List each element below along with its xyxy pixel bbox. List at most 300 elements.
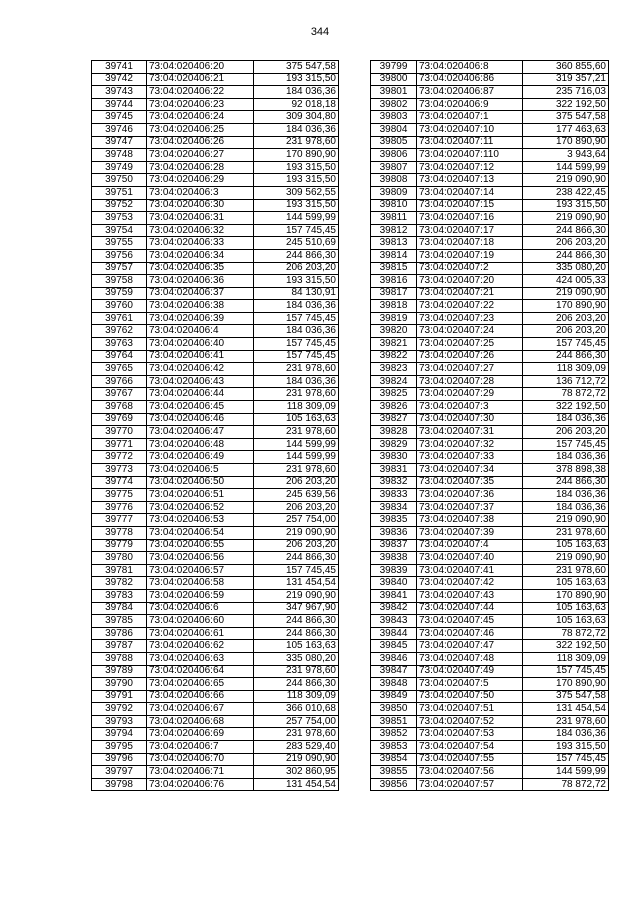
cadastral-number-cell: 73:04:020406:21 (147, 73, 254, 86)
cadastral-number-cell: 73:04:020407:17 (417, 224, 523, 237)
cadastral-number-cell: 73:04:020407:50 (417, 690, 523, 703)
cadastral-number-cell: 73:04:020406:76 (147, 778, 254, 791)
cadastral-number-cell: 73:04:020406:27 (147, 149, 254, 162)
table-row (92, 249, 339, 262)
cadastral-number-cell: 73:04:020407:12 (417, 161, 523, 174)
value-cell: 335 080,20 (523, 262, 609, 275)
value-cell: 245 639,56 (254, 489, 339, 502)
table-row (92, 501, 339, 514)
table-row (92, 640, 339, 653)
table-row (371, 161, 609, 174)
cadastral-number-cell: 73:04:020406:8 (417, 61, 523, 74)
cadastral-number-cell: 73:04:020406:70 (147, 753, 254, 766)
row-number-cell: 39838 (371, 552, 417, 565)
table-row (371, 703, 609, 716)
value-cell: 157 745,45 (254, 312, 339, 325)
value-cell: 157 745,45 (523, 338, 609, 351)
row-number-cell: 39791 (92, 690, 147, 703)
table-row (371, 451, 609, 464)
cadastral-number-cell: 73:04:020407:56 (417, 766, 523, 779)
table-row (92, 539, 339, 552)
table-row (92, 338, 339, 351)
cadastral-number-cell: 73:04:020407:49 (417, 665, 523, 678)
value-cell: 105 163,63 (523, 539, 609, 552)
value-cell: 375 547,58 (523, 690, 609, 703)
cadastral-number-cell: 73:04:020406:29 (147, 174, 254, 187)
value-cell: 366 010,68 (254, 703, 339, 716)
row-number-cell: 39828 (371, 426, 417, 439)
row-number-cell: 39800 (371, 73, 417, 86)
row-number-cell: 39764 (92, 350, 147, 363)
value-cell: 206 203,20 (254, 476, 339, 489)
table-row (92, 665, 339, 678)
cadastral-number-cell: 73:04:020406:57 (147, 564, 254, 577)
value-cell: 105 163,63 (523, 602, 609, 615)
row-number-cell: 39820 (371, 325, 417, 338)
row-number-cell: 39806 (371, 149, 417, 162)
table-row (371, 275, 609, 288)
value-cell: 231 978,60 (254, 426, 339, 439)
cadastral-number-cell: 73:04:020406:6 (147, 602, 254, 615)
value-cell: 184 036,36 (523, 413, 609, 426)
row-number-cell: 39834 (371, 501, 417, 514)
cadastral-number-cell: 73:04:020406:37 (147, 287, 254, 300)
row-number-cell: 39822 (371, 350, 417, 363)
table-row (92, 325, 339, 338)
cadastral-number-cell: 73:04:020407:1 (417, 111, 523, 124)
cadastral-number-cell: 73:04:020407:11 (417, 136, 523, 149)
cadastral-number-cell: 73:04:020407:24 (417, 325, 523, 338)
value-cell: 219 090,90 (523, 552, 609, 565)
row-number-cell: 39831 (371, 464, 417, 477)
value-cell: 84 130,91 (254, 287, 339, 300)
row-number-cell: 39767 (92, 388, 147, 401)
table-row (92, 363, 339, 376)
value-cell: 170 890,90 (254, 149, 339, 162)
table-row (92, 438, 339, 451)
table-row (92, 111, 339, 124)
value-cell: 144 599,99 (254, 438, 339, 451)
table-row (371, 312, 609, 325)
row-number-cell: 39850 (371, 703, 417, 716)
cadastral-number-cell: 73:04:020407:53 (417, 728, 523, 741)
value-cell: 257 754,00 (254, 514, 339, 527)
table-row (371, 186, 609, 199)
value-cell: 193 315,50 (254, 161, 339, 174)
table-row (371, 86, 609, 99)
table-row (92, 312, 339, 325)
cadastral-number-cell: 73:04:020406:33 (147, 237, 254, 250)
value-cell: 244 866,30 (523, 224, 609, 237)
table-row (371, 615, 609, 628)
value-cell: 206 203,20 (254, 501, 339, 514)
row-number-cell: 39751 (92, 186, 147, 199)
table-row (92, 123, 339, 136)
row-number-cell: 39796 (92, 753, 147, 766)
row-number-cell: 39784 (92, 602, 147, 615)
cadastral-number-cell: 73:04:020407:44 (417, 602, 523, 615)
table-row (92, 652, 339, 665)
row-number-cell: 39808 (371, 174, 417, 187)
row-number-cell: 39849 (371, 690, 417, 703)
cadastral-number-cell: 73:04:020407:19 (417, 249, 523, 262)
row-number-cell: 39814 (371, 249, 417, 262)
table-row (371, 123, 609, 136)
cadastral-number-cell: 73:04:020406:9 (417, 98, 523, 111)
row-number-cell: 39824 (371, 375, 417, 388)
value-cell: 219 090,90 (254, 589, 339, 602)
table-row (92, 426, 339, 439)
value-cell: 131 454,54 (254, 577, 339, 590)
cadastral-number-cell: 73:04:020407:14 (417, 186, 523, 199)
row-number-cell: 39746 (92, 123, 147, 136)
row-number-cell: 39844 (371, 627, 417, 640)
value-cell: 170 890,90 (523, 678, 609, 691)
cadastral-number-cell: 73:04:020406:52 (147, 501, 254, 514)
value-cell: 184 036,36 (254, 300, 339, 313)
row-number-cell: 39771 (92, 438, 147, 451)
table-row (92, 199, 339, 212)
table-row (92, 98, 339, 111)
table-row (92, 275, 339, 288)
table-row (371, 237, 609, 250)
row-number-cell: 39785 (92, 615, 147, 628)
value-cell: 193 315,50 (523, 199, 609, 212)
row-number-cell: 39836 (371, 526, 417, 539)
row-number-cell: 39770 (92, 426, 147, 439)
row-number-cell: 39856 (371, 778, 417, 791)
row-number-cell: 39775 (92, 489, 147, 502)
value-cell: 375 547,58 (523, 111, 609, 124)
cadastral-number-cell: 73:04:020407:35 (417, 476, 523, 489)
value-cell: 206 203,20 (254, 539, 339, 552)
cadastral-number-cell: 73:04:020406:56 (147, 552, 254, 565)
cadastral-number-cell: 73:04:020407:21 (417, 287, 523, 300)
cadastral-number-cell: 73:04:020406:5 (147, 464, 254, 477)
value-cell: 347 967,90 (254, 602, 339, 615)
table-row (371, 766, 609, 779)
value-cell: 219 090,90 (523, 514, 609, 527)
table-row (371, 665, 609, 678)
table-row (371, 199, 609, 212)
cadastral-number-cell: 73:04:020406:65 (147, 678, 254, 691)
row-number-cell: 39762 (92, 325, 147, 338)
cadastral-number-cell: 73:04:020407:32 (417, 438, 523, 451)
value-cell: 231 978,60 (254, 665, 339, 678)
row-number-cell: 39851 (371, 715, 417, 728)
row-number-cell: 39754 (92, 224, 147, 237)
cadastral-number-cell: 73:04:020406:36 (147, 275, 254, 288)
cadastral-number-cell: 73:04:020406:38 (147, 300, 254, 313)
row-number-cell: 39821 (371, 338, 417, 351)
row-number-cell: 39830 (371, 451, 417, 464)
row-number-cell: 39776 (92, 501, 147, 514)
table-row (92, 728, 339, 741)
value-cell: 231 978,60 (254, 388, 339, 401)
value-cell: 322 192,50 (523, 640, 609, 653)
value-cell: 118 309,09 (254, 401, 339, 414)
value-cell: 157 745,45 (254, 350, 339, 363)
row-number-cell: 39810 (371, 199, 417, 212)
cadastral-number-cell: 73:04:020406:40 (147, 338, 254, 351)
value-cell: 78 872,72 (523, 388, 609, 401)
table-row (371, 564, 609, 577)
value-cell: 206 203,20 (523, 312, 609, 325)
table-row (371, 375, 609, 388)
cadastral-number-cell: 73:04:020406:58 (147, 577, 254, 590)
value-cell: 184 036,36 (254, 375, 339, 388)
row-number-cell: 39768 (92, 401, 147, 414)
table-row (92, 136, 339, 149)
value-cell: 105 163,63 (254, 413, 339, 426)
cadastral-number-cell: 73:04:020407:33 (417, 451, 523, 464)
row-number-cell: 39837 (371, 539, 417, 552)
cadastral-number-cell: 73:04:020406:51 (147, 489, 254, 502)
cadastral-number-cell: 73:04:020407:52 (417, 715, 523, 728)
cadastral-number-cell: 73:04:020407:40 (417, 552, 523, 565)
cadastral-number-cell: 73:04:020407:45 (417, 615, 523, 628)
row-number-cell: 39792 (92, 703, 147, 716)
value-cell: 78 872,72 (523, 627, 609, 640)
table-row (371, 514, 609, 527)
cadastral-number-cell: 73:04:020407:18 (417, 237, 523, 250)
table-row (371, 526, 609, 539)
row-number-cell: 39749 (92, 161, 147, 174)
table-row (92, 401, 339, 414)
row-number-cell: 39763 (92, 338, 147, 351)
row-number-cell: 39750 (92, 174, 147, 187)
value-cell: 244 866,30 (254, 552, 339, 565)
cadastral-number-cell: 73:04:020407:57 (417, 778, 523, 791)
value-cell: 144 599,99 (254, 212, 339, 225)
row-number-cell: 39755 (92, 237, 147, 250)
table-row (92, 715, 339, 728)
cadastral-number-cell: 73:04:020406:64 (147, 665, 254, 678)
cadastral-number-cell: 73:04:020407:54 (417, 741, 523, 754)
cadastral-number-cell: 73:04:020406:35 (147, 262, 254, 275)
table-row (92, 526, 339, 539)
row-number-cell: 39778 (92, 526, 147, 539)
cadastral-number-cell: 73:04:020407:26 (417, 350, 523, 363)
value-cell: 219 090,90 (523, 212, 609, 225)
row-number-cell: 39842 (371, 602, 417, 615)
cadastral-number-cell: 73:04:020406:28 (147, 161, 254, 174)
row-number-cell: 39766 (92, 375, 147, 388)
cadastral-number-cell: 73:04:020407:13 (417, 174, 523, 187)
table-row (92, 174, 339, 187)
cadastral-number-cell: 73:04:020406:7 (147, 741, 254, 754)
table-row (92, 186, 339, 199)
value-cell: 309 304,80 (254, 111, 339, 124)
row-number-cell: 39794 (92, 728, 147, 741)
value-cell: 193 315,50 (254, 73, 339, 86)
table-row (92, 766, 339, 779)
value-cell: 157 745,45 (254, 338, 339, 351)
value-cell: 157 745,45 (523, 753, 609, 766)
row-number-cell: 39839 (371, 564, 417, 577)
table-row (92, 476, 339, 489)
table-row (92, 287, 339, 300)
value-cell: 424 005,33 (523, 275, 609, 288)
table-row (371, 715, 609, 728)
table-row (371, 602, 609, 615)
register-table-left (91, 60, 339, 791)
cadastral-number-cell: 73:04:020407:43 (417, 589, 523, 602)
table-row (371, 577, 609, 590)
row-number-cell: 39786 (92, 627, 147, 640)
value-cell: 231 978,60 (254, 136, 339, 149)
table-row (92, 514, 339, 527)
row-number-cell: 39853 (371, 741, 417, 754)
table-row (92, 413, 339, 426)
row-number-cell: 39852 (371, 728, 417, 741)
cadastral-number-cell: 73:04:020407:110 (417, 149, 523, 162)
table-row (371, 501, 609, 514)
row-number-cell: 39807 (371, 161, 417, 174)
value-cell: 257 754,00 (254, 715, 339, 728)
cadastral-number-cell: 73:04:020407:29 (417, 388, 523, 401)
cadastral-number-cell: 73:04:020407:51 (417, 703, 523, 716)
table-row (92, 627, 339, 640)
table-row (92, 602, 339, 615)
value-cell: 105 163,63 (254, 640, 339, 653)
cadastral-number-cell: 73:04:020406:54 (147, 526, 254, 539)
cadastral-number-cell: 73:04:020406:59 (147, 589, 254, 602)
row-number-cell: 39790 (92, 678, 147, 691)
table-row (92, 212, 339, 225)
cadastral-number-cell: 73:04:020407:22 (417, 300, 523, 313)
value-cell: 309 562,55 (254, 186, 339, 199)
table-row (371, 728, 609, 741)
table-row (92, 237, 339, 250)
value-cell: 131 454,54 (254, 778, 339, 791)
row-number-cell: 39780 (92, 552, 147, 565)
cadastral-number-cell: 73:04:020406:66 (147, 690, 254, 703)
row-number-cell: 39774 (92, 476, 147, 489)
cadastral-number-cell: 73:04:020406:60 (147, 615, 254, 628)
row-number-cell: 39823 (371, 363, 417, 376)
cadastral-number-cell: 73:04:020406:45 (147, 401, 254, 414)
cadastral-number-cell: 73:04:020406:39 (147, 312, 254, 325)
table-row (92, 778, 339, 791)
row-number-cell: 39781 (92, 564, 147, 577)
cadastral-number-cell: 73:04:020406:41 (147, 350, 254, 363)
row-number-cell: 39756 (92, 249, 147, 262)
row-number-cell: 39841 (371, 589, 417, 602)
table-row (92, 350, 339, 363)
value-cell: 118 309,09 (523, 652, 609, 665)
value-cell: 144 599,99 (254, 451, 339, 464)
row-number-cell: 39832 (371, 476, 417, 489)
value-cell: 157 745,45 (254, 564, 339, 577)
row-number-cell: 39855 (371, 766, 417, 779)
row-number-cell: 39769 (92, 413, 147, 426)
row-number-cell: 39811 (371, 212, 417, 225)
row-number-cell: 39795 (92, 741, 147, 754)
row-number-cell: 39783 (92, 589, 147, 602)
cadastral-number-cell: 73:04:020406:69 (147, 728, 254, 741)
value-cell: 170 890,90 (523, 300, 609, 313)
cadastral-number-cell: 73:04:020406:61 (147, 627, 254, 640)
table-row (92, 615, 339, 628)
value-cell: 206 203,20 (254, 262, 339, 275)
cadastral-number-cell: 73:04:020406:68 (147, 715, 254, 728)
value-cell: 244 866,30 (523, 249, 609, 262)
value-cell: 92 018,18 (254, 98, 339, 111)
row-number-cell: 39748 (92, 149, 147, 162)
row-number-cell: 39760 (92, 300, 147, 313)
row-number-cell: 39845 (371, 640, 417, 653)
table-row (371, 262, 609, 275)
cadastral-number-cell: 73:04:020407:15 (417, 199, 523, 212)
value-cell: 360 855,60 (523, 61, 609, 74)
table-row (371, 325, 609, 338)
row-number-cell: 39779 (92, 539, 147, 552)
cadastral-number-cell: 73:04:020406:63 (147, 652, 254, 665)
value-cell: 231 978,60 (523, 564, 609, 577)
value-cell: 184 036,36 (523, 451, 609, 464)
register-table-right (370, 60, 609, 791)
table-row (371, 539, 609, 552)
cadastral-number-cell: 73:04:020406:24 (147, 111, 254, 124)
table-row (92, 300, 339, 313)
table-row (92, 224, 339, 237)
row-number-cell: 39843 (371, 615, 417, 628)
value-cell: 231 978,60 (523, 526, 609, 539)
table-row (92, 451, 339, 464)
table-row (92, 589, 339, 602)
cadastral-number-cell: 73:04:020406:26 (147, 136, 254, 149)
table-row (371, 149, 609, 162)
table-row (371, 224, 609, 237)
row-number-cell: 39802 (371, 98, 417, 111)
value-cell: 335 080,20 (254, 652, 339, 665)
cadastral-number-cell: 73:04:020407:27 (417, 363, 523, 376)
table-row (371, 741, 609, 754)
value-cell: 118 309,09 (523, 363, 609, 376)
row-number-cell: 39744 (92, 98, 147, 111)
table-row (371, 778, 609, 791)
cadastral-number-cell: 73:04:020407:16 (417, 212, 523, 225)
table-row (92, 86, 339, 99)
row-number-cell: 39818 (371, 300, 417, 313)
row-number-cell: 39835 (371, 514, 417, 527)
value-cell: 157 745,45 (523, 438, 609, 451)
row-number-cell: 39773 (92, 464, 147, 477)
value-cell: 170 890,90 (523, 589, 609, 602)
value-cell: 302 860,95 (254, 766, 339, 779)
row-number-cell: 39816 (371, 275, 417, 288)
value-cell: 244 866,30 (254, 249, 339, 262)
value-cell: 136 712,72 (523, 375, 609, 388)
value-cell: 235 716,03 (523, 86, 609, 99)
row-number-cell: 39815 (371, 262, 417, 275)
value-cell: 78 872,72 (523, 778, 609, 791)
table-row (371, 174, 609, 187)
cadastral-number-cell: 73:04:020406:32 (147, 224, 254, 237)
value-cell: 322 192,50 (523, 401, 609, 414)
row-number-cell: 39747 (92, 136, 147, 149)
row-number-cell: 39743 (92, 86, 147, 99)
value-cell: 144 599,99 (523, 766, 609, 779)
table-row (92, 61, 339, 74)
row-number-cell: 39793 (92, 715, 147, 728)
table-row (371, 61, 609, 74)
row-number-cell: 39788 (92, 652, 147, 665)
value-cell: 319 357,21 (523, 73, 609, 86)
table-row (371, 287, 609, 300)
row-number-cell: 39819 (371, 312, 417, 325)
